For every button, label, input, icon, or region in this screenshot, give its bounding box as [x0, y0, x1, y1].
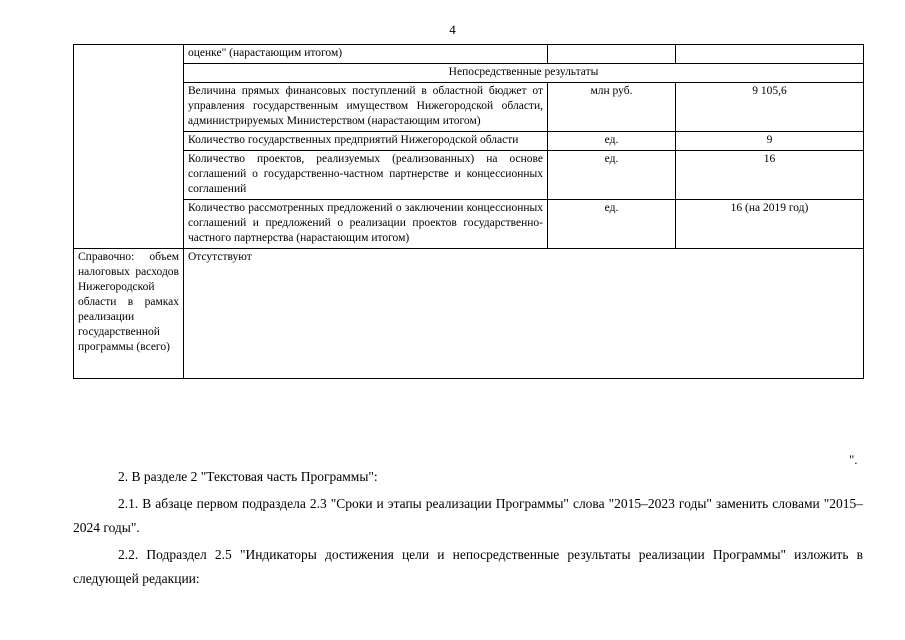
indicator-value: 16 [676, 151, 864, 200]
indicator-unit: млн руб. [548, 83, 676, 132]
empty-cell [676, 45, 864, 64]
indicator-name: Количество государственных предприятий Нижегородской области [184, 132, 548, 151]
table-row [74, 151, 864, 200]
page-number: 4 [449, 22, 456, 37]
empty-label-cell [74, 45, 184, 249]
indicator-name: Количество рассмотренных предложений о заключении концессионных соглашений и предложений о реализации проектов государственно-частного партнерства (нарастающим итогом) [184, 200, 548, 249]
indicators-table [73, 44, 864, 379]
paragraph-2-1: 2.1. В абзаце первом подраздела 2.3 "Сроки и этапы реализации Программы" слова "2015–2023 годы" заменить словами "2015–2024 годы". [73, 496, 863, 535]
section-header-row [74, 64, 864, 83]
table-row [74, 83, 864, 132]
paragraph-2-2: 2.2. Подраздел 2.5 "Индикаторы достижения цели и непосредственные результаты реализации Программы" изложить в следующей редакции: [73, 547, 863, 586]
continuation-cell: оценке" (нарастающим итогом) [184, 45, 548, 64]
table-row [74, 200, 864, 249]
table-row [74, 132, 864, 151]
indicator-value: 9 105,6 [676, 83, 864, 132]
indicator-unit: ед. [548, 151, 676, 200]
indicator-name: Количество проектов, реализуемых (реализованных) на основе соглашений о государственно-частном партнерстве и концессионных соглашений [184, 151, 548, 200]
reference-value: Отсутствуют [184, 249, 864, 379]
reference-label: Справочно: объем налоговых расходов Нижегородской области в рамках реализации государственной программы (всего) [74, 249, 184, 379]
reference-row [74, 249, 864, 379]
indicator-unit: ед. [548, 200, 676, 249]
closing-quote: ". [849, 452, 858, 467]
indicator-name: Величина прямых финансовых поступлений в областной бюджет от управления государственным имуществом Нижегородской области, администрируемых Министерством (нарастающим итогом) [184, 83, 548, 132]
paragraph-section-2: 2. В разделе 2 "Текстовая часть Программы": [118, 469, 378, 484]
table-row [74, 45, 864, 64]
indicator-unit: ед. [548, 132, 676, 151]
empty-cell [548, 45, 676, 64]
indicator-value: 16 (на 2019 год) [676, 200, 864, 249]
section-header: Непосредственные результаты [184, 64, 864, 83]
indicator-value: 9 [676, 132, 864, 151]
